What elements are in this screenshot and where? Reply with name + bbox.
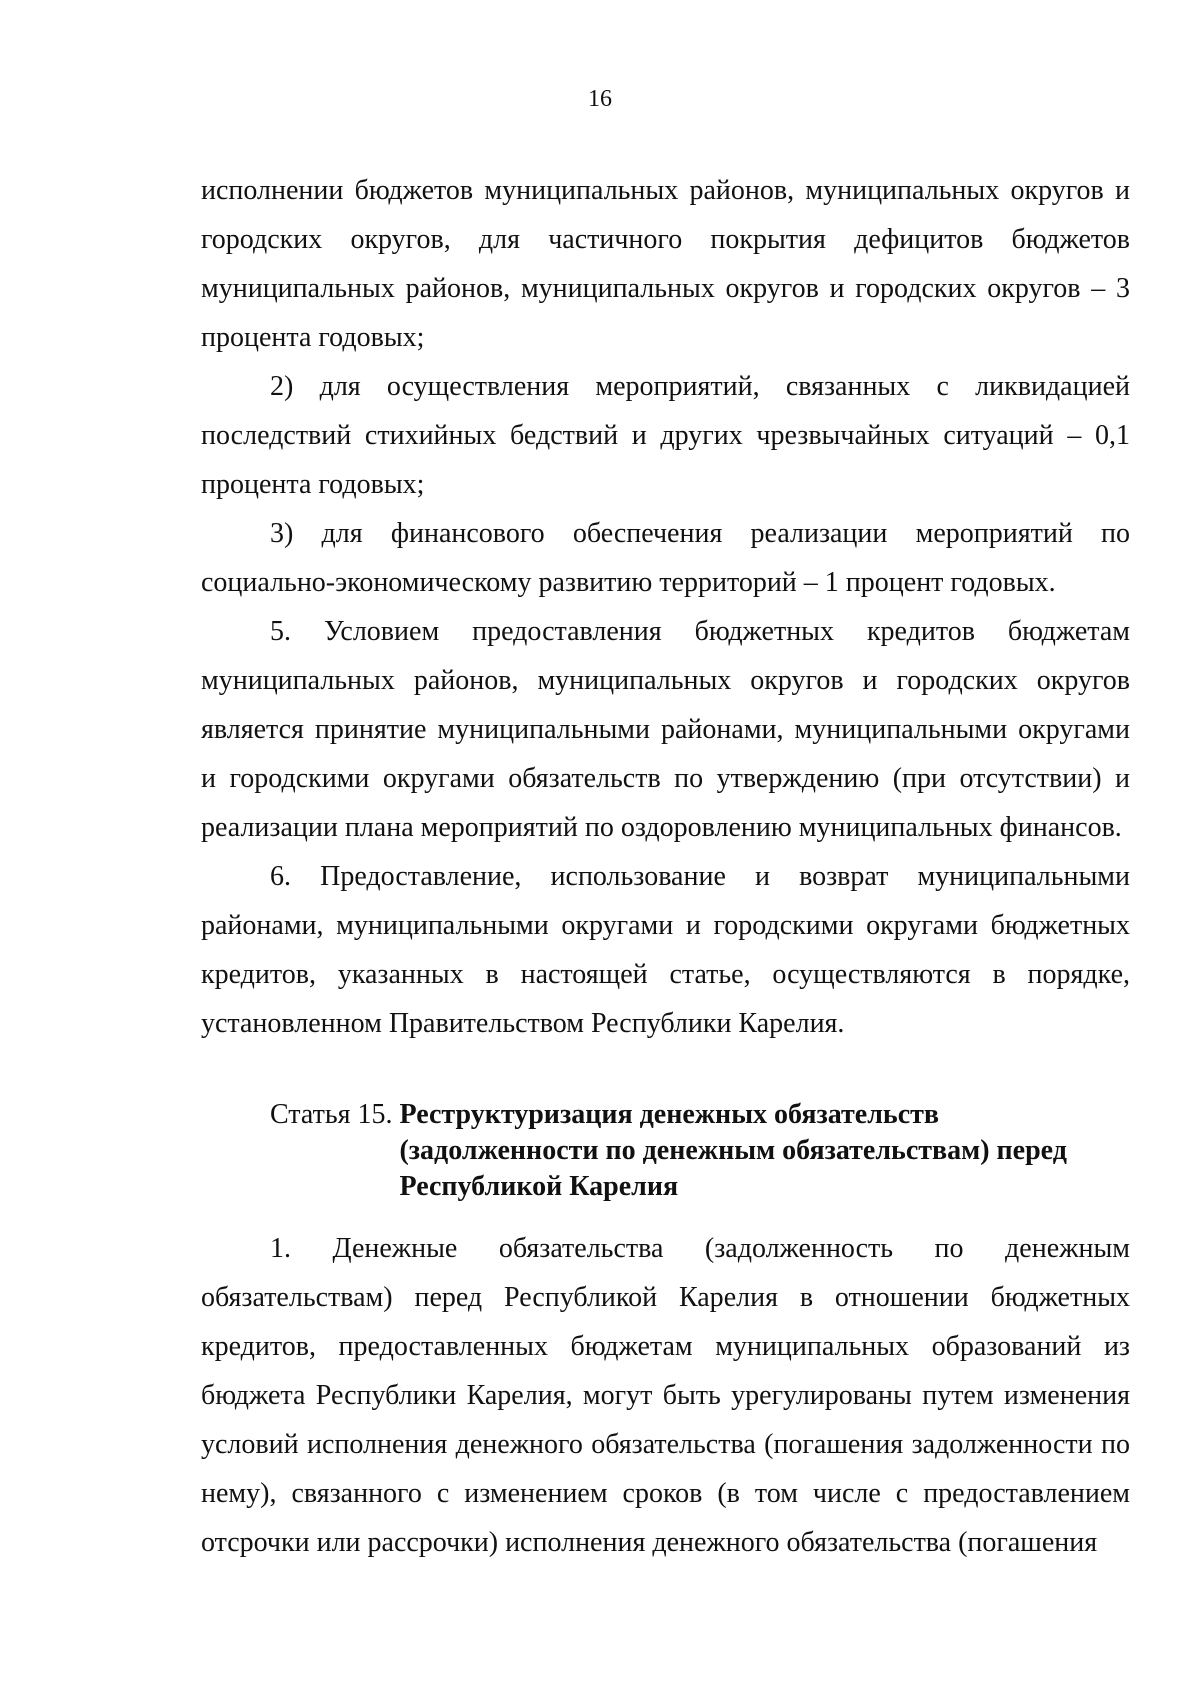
article-title: Реструктуризация денежных обязательств (задолженности по денежным обязательствам) перед Республикой Карелия bbox=[399, 1099, 1067, 1202]
article-number: Статья 15. bbox=[270, 1099, 400, 1130]
paragraph: 2) для осуществления мероприятий, связанных с ликвидацией последствий стихийных бедствий и других чрезвычайных ситуаций – 0,1 процента годовых; bbox=[201, 371, 1130, 500]
document-body bbox=[201, 166, 1130, 1567]
paragraph: 3) для финансового обеспечения реализации мероприятий по социально-экономическому развитию территорий – 1 процент годовых. bbox=[201, 518, 1130, 598]
paragraph: 5. Условием предоставления бюджетных кредитов бюджетам муниципальных районов, муниципальных округов и городских округов является принятие муниципальными районами, муниципальными округами и городскими округами обязательств по утверждению (при отсутствии) и реализации плана мероприятий по оздоровлению муниципальных финансов. bbox=[201, 616, 1130, 843]
paragraph: 6. Предоставление, использование и возврат муниципальными районами, муниципальными округами и городскими округами бюджетных кредитов, указанных в настоящей статье, осуществляются в порядке, установленном Правительством Республики Карелия. bbox=[201, 861, 1130, 1039]
article-heading bbox=[270, 1097, 1130, 1205]
paragraph: исполнении бюджетов муниципальных районов, муниципальных округов и городских округов, для частичного покрытия дефицитов бюджетов муниципальных районов, муниципальных округов и городских округов – 3 процента годовых; bbox=[201, 175, 1130, 353]
page-number: 16 bbox=[588, 86, 612, 112]
paragraph: 1. Денежные обязательства (задолженность по денежным обязательствам) перед Республикой Карелия в отношении бюджетных кредитов, предоставленных бюджетам муниципальных образований из бюджета Республики Карелия, могут быть урегулированы путем изменения условий исполнения денежного обязательства (погашения задолженности по нему), связанного с изменением сроков (в том числе с предоставлением отсрочки или рассрочки) исполнения денежного обязательства (погашения bbox=[201, 1233, 1130, 1558]
